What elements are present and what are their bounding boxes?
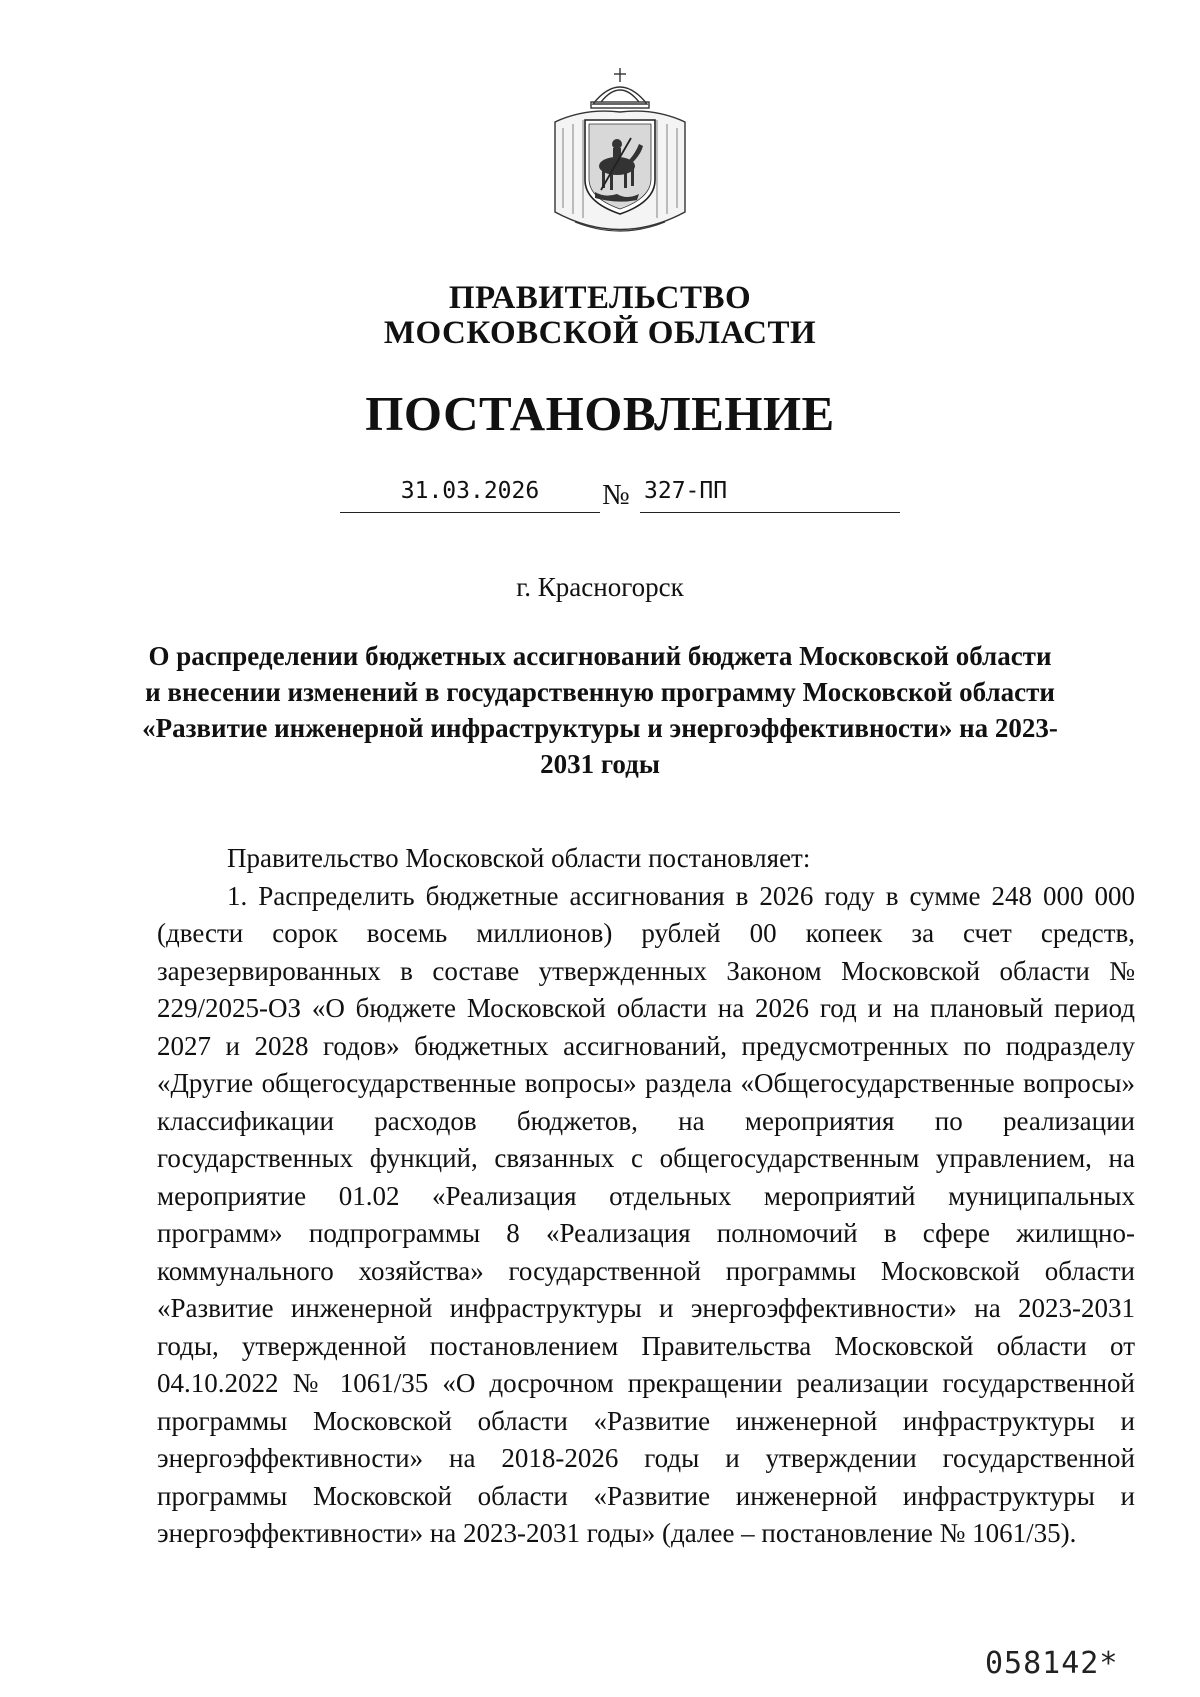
organization-name-line1: ПРАВИТЕЛЬСТВО (448, 280, 752, 316)
paragraph-1: 1. Распределить бюджетные ассигнования в 2026 году в сумме 248 000 000 (двести сорок восемь миллионов) рублей 00 копеек за счет средств, зарезервированных в составе утвержденных Законом Московской области № 229/2025-ОЗ «О бюджете Московской области на 2026 год и на плановый период 2027 и 2028 годов» бюджетных ассигнований, предусмотренных по подразделу «Другие общегосударственные вопросы» раздела «Общегосударственные вопросы» классификации расходов бюджетов, на мероприятия по реализации государственных функций, связанных с общегосударственным управлением, на мероприятие 01.02 «Реализация отдельных мероприятий муниципальных программ» подпрограммы 8 «Реализация полномочий в сфере жилищно-коммунального хозяйства» государственной программы Московской области «Развитие инженерной инфраструктуры и энергоэффективности» на 2023-2031 годы, утвержденной постановлением Правительства Московской области от 04.10.2022 № 1061/35 «О досрочном прекращении реализации государственной программы Московской области «Развитие инженерной инфраструктуры и энергоэффективности» на 2018-2026 годы и утверждении государственной программы Московской области «Развитие инженерной инфраструктуры и энергоэффективности» на 2023-2031 годы» (далее – постановление № 1061/35). (157, 880, 1135, 1548)
city-of-issue: г. Красногорск (516, 572, 684, 602)
intro-sentence: Правительство Московской области постановляет: (227, 843, 811, 873)
organization-name-line2: МОСКОВСКОЙ ОБЛАСТИ (383, 315, 817, 351)
serial-number-stamp: 058142* (985, 1646, 1119, 1681)
document-body (157, 840, 1135, 1553)
document-number: 327-ПП (644, 478, 728, 504)
document-number-field (640, 478, 900, 513)
document-date: 31.03.2026 (340, 478, 600, 513)
document-title: О распределении бюджетных ассигнований бюджета Московской области и внесении изменений в государственную программу Московской области «Развитие инженерной инфраструктуры и энергоэффективности» на 2023-2031 годы (142, 641, 1058, 779)
number-sign: № (602, 479, 630, 511)
document-type-heading: ПОСТАНОВЛЕНИЕ (365, 386, 835, 441)
coat-of-arms-icon (545, 62, 695, 242)
